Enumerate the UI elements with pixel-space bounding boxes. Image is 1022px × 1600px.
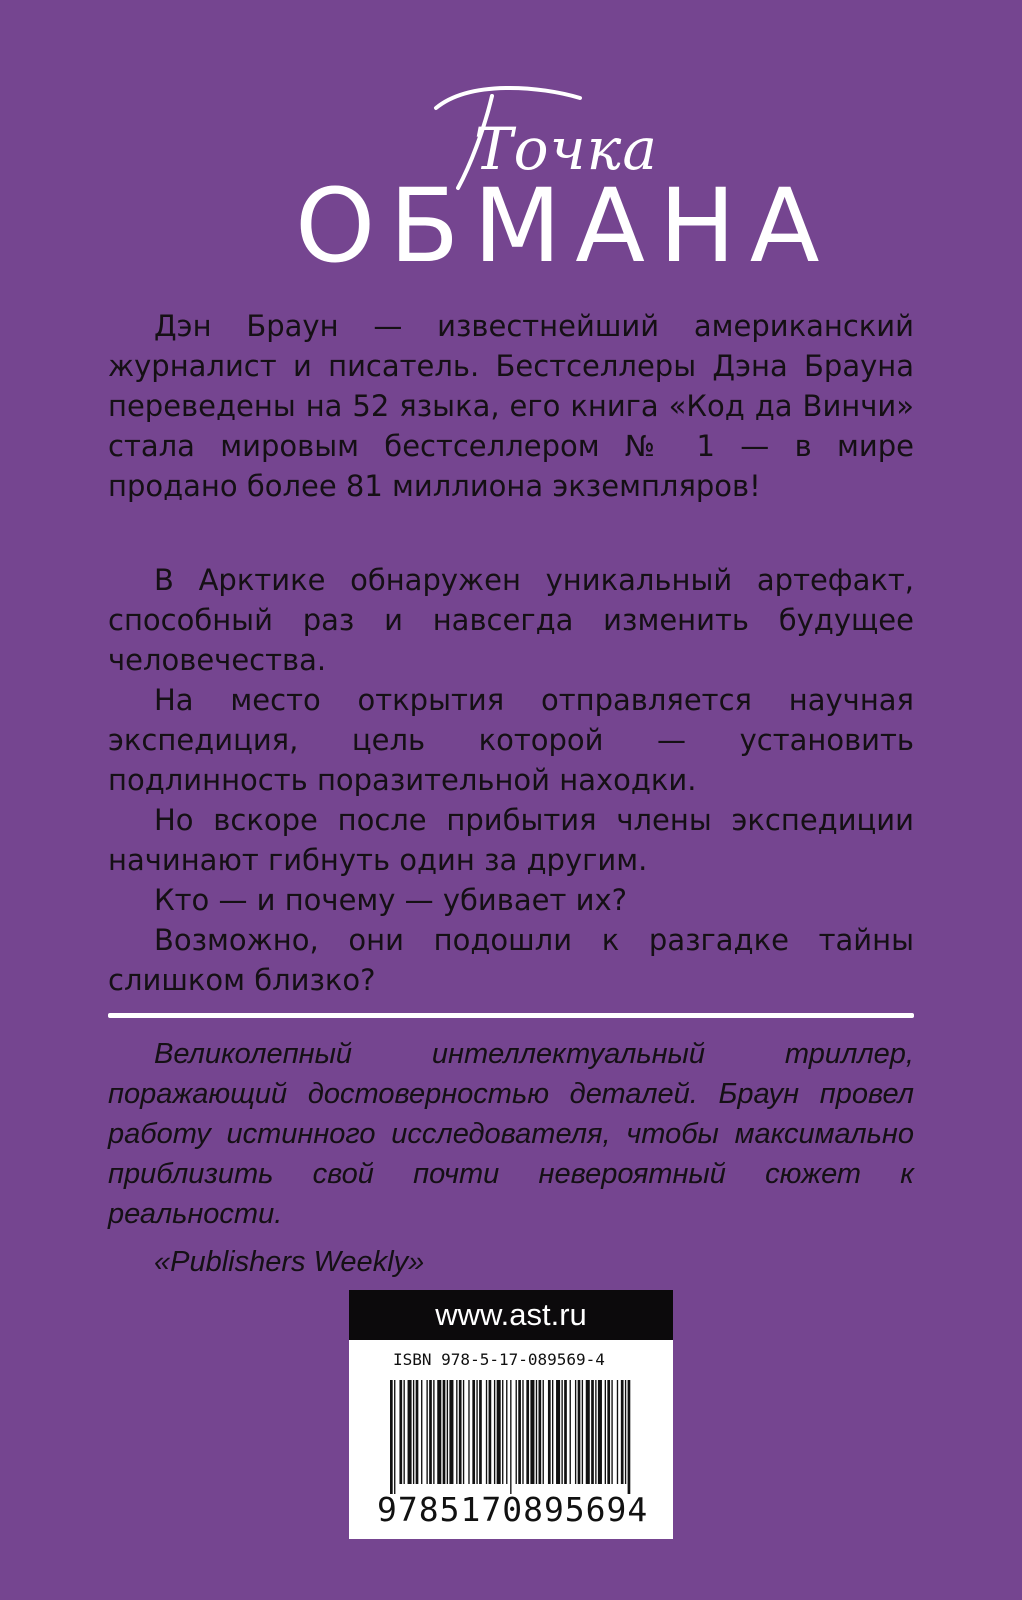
barcode-bar — [621, 1380, 624, 1484]
section-divider — [108, 1013, 914, 1018]
synopsis-paragraph: В Арктике обнаружен уникальный артефакт, способный раз и навсегда изменить будущее человечества. — [108, 563, 914, 677]
about-author-text — [108, 306, 914, 506]
barcode-bar — [421, 1380, 422, 1484]
barcode-panel — [349, 1340, 673, 1539]
barcode-bar — [502, 1380, 503, 1484]
barcode-bar — [543, 1380, 544, 1484]
barcode-bar — [607, 1380, 610, 1484]
barcode-bar — [394, 1380, 395, 1494]
about-author-paragraph: Дэн Браун — известнейший американский журналист и писатель. Бестселлеры Дэна Брауна переведены на 52 языка, его книга «Код да Винчи» стала мировым бестселлером № 1 — в мире продано более 81 миллиона экземпляров! — [108, 309, 914, 503]
barcode-bar — [486, 1380, 487, 1484]
barcode-bar — [468, 1380, 469, 1484]
barcode-bar — [522, 1380, 523, 1484]
barcode-bar — [518, 1380, 521, 1484]
barcode-bar — [456, 1380, 457, 1484]
barcode-bar — [426, 1380, 427, 1484]
barcode-bar — [494, 1380, 495, 1484]
barcode-bar — [408, 1380, 412, 1484]
barcode-bar — [539, 1380, 542, 1484]
barcode-bar — [506, 1380, 507, 1484]
barcode-bar — [476, 1380, 477, 1484]
barcode-bar — [575, 1380, 576, 1484]
barcode-bar — [489, 1380, 492, 1484]
barcode-bar — [433, 1380, 434, 1484]
barcode-bar — [399, 1380, 402, 1484]
barcode-bar — [416, 1380, 419, 1484]
barcode-bar — [447, 1380, 448, 1484]
barcode-bar — [429, 1380, 432, 1484]
barcode-bar — [449, 1380, 453, 1484]
barcode-bar — [463, 1380, 464, 1484]
barcode-bar — [611, 1380, 612, 1484]
barcode-bar — [570, 1380, 571, 1484]
barcode-bar — [598, 1380, 602, 1484]
title-script-text: Точка — [474, 115, 658, 183]
barcode-bar — [552, 1380, 553, 1484]
barcode-bar — [578, 1380, 581, 1484]
barcode-bar — [472, 1380, 475, 1484]
synopsis-paragraph: На место открытия отправляется научная экспедиция, цель которой — установить подлинность поразительной находки. — [108, 683, 914, 797]
synopsis-paragraph: Но вскоре после прибытия члены экспедиции начинают гибнуть один за другим. — [108, 803, 914, 877]
barcode-bar — [595, 1380, 596, 1484]
barcode-bar — [628, 1380, 631, 1494]
barcode-bar — [582, 1380, 583, 1484]
barcode-bar — [530, 1380, 534, 1484]
barcode-bar — [390, 1380, 393, 1494]
barcode-bar — [443, 1380, 446, 1484]
barcode-bar — [591, 1380, 594, 1484]
barcode-bar — [497, 1380, 501, 1484]
synopsis-text — [108, 560, 914, 1000]
barcode-bar — [526, 1380, 529, 1484]
synopsis-paragraph: Возможно, они подошли к разгадке тайны слишком близко? — [108, 923, 914, 997]
barcode-bar — [561, 1380, 562, 1484]
barcode-bar — [413, 1380, 414, 1484]
title-main: ОБМАНА — [295, 167, 834, 286]
publisher-url: www.ast.ru — [349, 1290, 673, 1340]
barcode-bar — [556, 1380, 560, 1484]
barcode-bar — [459, 1380, 462, 1484]
isbn-label: ISBN 978-5-17-089569-4 — [393, 1350, 605, 1369]
barcode-bar — [536, 1380, 537, 1484]
barcode-bar — [516, 1380, 517, 1484]
barcode-bar — [605, 1380, 606, 1484]
review-source: «Publishers Weekly» — [154, 1246, 425, 1278]
barcode-bar — [437, 1380, 441, 1484]
barcode-bar — [564, 1380, 567, 1484]
barcode-bar — [625, 1380, 626, 1484]
barcode-graphic — [390, 1380, 632, 1494]
barcode-bar — [404, 1380, 405, 1484]
barcode-bar — [586, 1380, 590, 1484]
review-text: Великолепный интеллектуальный триллер, поражающий достоверностью деталей. Браун провел работу истинного исследователя, чтобы максимально приблизить свой почти невероятный сюжет к реальности. — [108, 1038, 914, 1230]
synopsis-paragraph: Кто — и почему — убивает их? — [154, 883, 627, 917]
barcode-bar — [548, 1380, 551, 1484]
barcode-digits: 9785170895694 — [377, 1490, 649, 1529]
barcode-bar — [510, 1380, 511, 1494]
review-quote — [108, 1034, 914, 1282]
barcode-bar — [479, 1380, 482, 1484]
barcode-bar — [617, 1380, 618, 1484]
